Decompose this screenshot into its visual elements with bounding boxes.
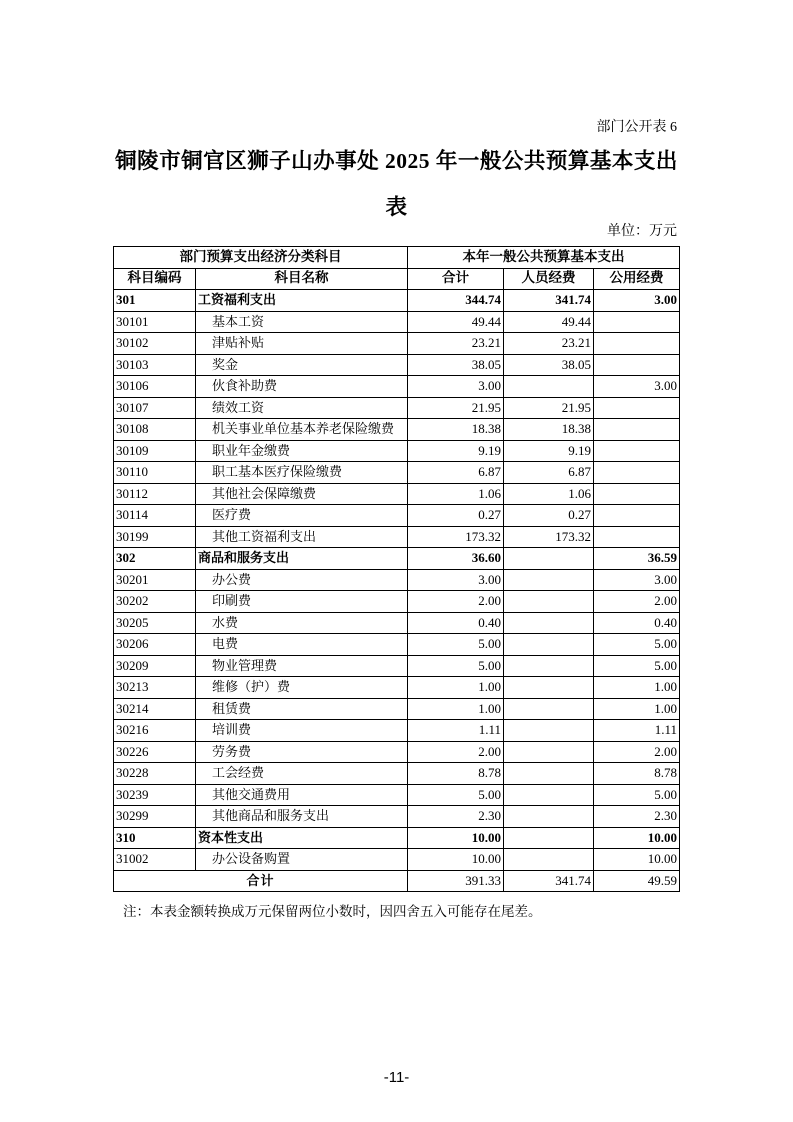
cell-personnel-funds: 38.05 <box>504 354 594 376</box>
table-row <box>114 655 680 677</box>
cell-subject-code: 30239 <box>114 784 196 806</box>
cell-subject-code: 30109 <box>114 440 196 462</box>
cell-total: 0.40 <box>408 612 504 634</box>
cell-personnel-funds: 173.32 <box>504 526 594 548</box>
page-title-line1: 铜陵市铜官区狮子山办事处 2025 年一般公共预算基本支出 <box>115 149 678 173</box>
cell-subject-code: 30102 <box>114 333 196 355</box>
cell-total: 36.60 <box>408 548 504 570</box>
cell-subject-code: 30226 <box>114 741 196 763</box>
table-row <box>114 612 680 634</box>
cell-personnel-funds <box>504 720 594 742</box>
cell-subject-code: 30213 <box>114 677 196 699</box>
cell-public-funds: 3.00 <box>594 376 680 398</box>
table-row <box>114 505 680 527</box>
cell-personnel-funds <box>504 698 594 720</box>
cell-public-funds <box>594 397 680 419</box>
cell-total: 2.00 <box>408 741 504 763</box>
cell-public-funds: 3.00 <box>594 569 680 591</box>
table-row <box>114 784 680 806</box>
cell-personnel-funds <box>504 827 594 849</box>
cell-subject-code: 30108 <box>114 419 196 441</box>
header-columns-row <box>114 268 680 290</box>
cell-subject-name: 电费 <box>196 634 408 656</box>
cell-subject-code: 30199 <box>114 526 196 548</box>
cell-subject-code: 30112 <box>114 483 196 505</box>
cell-subject-code: 30214 <box>114 698 196 720</box>
cell-subject-code: 30299 <box>114 806 196 828</box>
table-row <box>114 763 680 785</box>
cell-subject-code: 30216 <box>114 720 196 742</box>
cell-total: 3.00 <box>408 376 504 398</box>
cell-subject-name: 其他商品和服务支出 <box>196 806 408 828</box>
corner-table-label: 部门公开表 6 <box>596 120 677 135</box>
cell-total: 5.00 <box>408 655 504 677</box>
cell-public-funds <box>594 419 680 441</box>
cell-subject-code: 30110 <box>114 462 196 484</box>
cell-total: 1.11 <box>408 720 504 742</box>
cell-subject-code: 310 <box>114 827 196 849</box>
cell-public-funds: 8.78 <box>594 763 680 785</box>
header-group-row <box>114 247 680 269</box>
cell-personnel-funds <box>504 569 594 591</box>
cell-subject-name: 资本性支出 <box>196 827 408 849</box>
table-note: 注：本表金额转换成万元保留两位小数时，因四舍五入可能存在尾差。 <box>123 904 542 919</box>
cell-subject-code: 30205 <box>114 612 196 634</box>
total-row-label: 合计 <box>114 870 408 892</box>
table-total-row <box>114 870 680 892</box>
table-row <box>114 290 680 312</box>
table-row <box>114 397 680 419</box>
cell-public-funds: 5.00 <box>594 634 680 656</box>
cell-subject-name: 商品和服务支出 <box>196 548 408 570</box>
cell-total: 344.74 <box>408 290 504 312</box>
cell-subject-name: 办公费 <box>196 569 408 591</box>
cell-total: 38.05 <box>408 354 504 376</box>
cell-subject-name: 医疗费 <box>196 505 408 527</box>
cell-public-funds: 0.40 <box>594 612 680 634</box>
cell-subject-name: 办公设备购置 <box>196 849 408 871</box>
cell-total: 2.30 <box>408 806 504 828</box>
header-personnel-funds: 人员经费 <box>504 268 594 290</box>
cell-public-funds: 5.00 <box>594 655 680 677</box>
cell-total: 10.00 <box>408 827 504 849</box>
cell-public-funds: 10.00 <box>594 827 680 849</box>
header-group-budget: 本年一般公共预算基本支出 <box>408 247 680 269</box>
cell-subject-code: 30202 <box>114 591 196 613</box>
cell-subject-code: 30107 <box>114 397 196 419</box>
budget-table-header <box>114 247 680 290</box>
cell-subject-name: 其他工资福利支出 <box>196 526 408 548</box>
cell-personnel-funds: 18.38 <box>504 419 594 441</box>
table-row <box>114 591 680 613</box>
cell-subject-code: 301 <box>114 290 196 312</box>
page-title-line2: 表 <box>385 195 408 219</box>
cell-subject-code: 30228 <box>114 763 196 785</box>
cell-personnel-funds <box>504 763 594 785</box>
cell-total: 1.00 <box>408 677 504 699</box>
cell-public-funds: 2.30 <box>594 806 680 828</box>
table-row <box>114 440 680 462</box>
cell-subject-name: 印刷费 <box>196 591 408 613</box>
table-row <box>114 677 680 699</box>
table-row <box>114 376 680 398</box>
cell-total: 9.19 <box>408 440 504 462</box>
table-row <box>114 634 680 656</box>
cell-subject-name: 津贴补贴 <box>196 333 408 355</box>
table-row <box>114 526 680 548</box>
cell-subject-code: 30101 <box>114 311 196 333</box>
cell-public-funds: 2.00 <box>594 591 680 613</box>
cell-total: 0.27 <box>408 505 504 527</box>
cell-subject-name: 劳务费 <box>196 741 408 763</box>
cell-public-funds <box>594 526 680 548</box>
cell-personnel-funds <box>504 548 594 570</box>
cell-personnel-funds <box>504 849 594 871</box>
cell-subject-name: 机关事业单位基本养老保险缴费 <box>196 419 408 441</box>
cell-total: 23.21 <box>408 333 504 355</box>
cell-public-funds: 2.00 <box>594 741 680 763</box>
table-row <box>114 849 680 871</box>
cell-subject-name: 绩效工资 <box>196 397 408 419</box>
cell-public-funds: 5.00 <box>594 784 680 806</box>
cell-public-funds <box>594 354 680 376</box>
cell-personnel-funds: 23.21 <box>504 333 594 355</box>
cell-personnel-funds: 1.06 <box>504 483 594 505</box>
cell-subject-name: 水费 <box>196 612 408 634</box>
cell-total: 173.32 <box>408 526 504 548</box>
header-total: 合计 <box>408 268 504 290</box>
cell-subject-code: 302 <box>114 548 196 570</box>
cell-public-funds <box>594 505 680 527</box>
cell-personnel-funds <box>504 376 594 398</box>
cell-public-funds <box>594 483 680 505</box>
cell-subject-name: 物业管理费 <box>196 655 408 677</box>
cell-total: 1.06 <box>408 483 504 505</box>
cell-total: 5.00 <box>408 634 504 656</box>
cell-total: 8.78 <box>408 763 504 785</box>
cell-subject-name: 基本工资 <box>196 311 408 333</box>
cell-subject-code: 30103 <box>114 354 196 376</box>
cell-personnel-funds: 9.19 <box>504 440 594 462</box>
table-row <box>114 462 680 484</box>
cell-total: 6.87 <box>408 462 504 484</box>
table-row <box>114 483 680 505</box>
cell-public-funds <box>594 440 680 462</box>
cell-personnel-funds <box>504 741 594 763</box>
table-row <box>114 827 680 849</box>
cell-subject-name: 工资福利支出 <box>196 290 408 312</box>
budget-table-body <box>114 290 680 892</box>
cell-subject-code: 30209 <box>114 655 196 677</box>
cell-public-funds: 1.00 <box>594 677 680 699</box>
table-row <box>114 548 680 570</box>
table-row <box>114 419 680 441</box>
cell-personnel-funds <box>504 784 594 806</box>
cell-public-funds <box>594 311 680 333</box>
cell-public-funds: 36.59 <box>594 548 680 570</box>
table-row <box>114 720 680 742</box>
cell-subject-code: 30206 <box>114 634 196 656</box>
cell-total: 10.00 <box>408 849 504 871</box>
header-public-funds: 公用经费 <box>594 268 680 290</box>
cell-personnel-funds: 341.74 <box>504 290 594 312</box>
cell-total: 49.44 <box>408 311 504 333</box>
cell-personnel-funds <box>504 591 594 613</box>
table-row <box>114 698 680 720</box>
cell-personnel-funds <box>504 634 594 656</box>
header-group-classification: 部门预算支出经济分类科目 <box>114 247 408 269</box>
cell-total: 2.00 <box>408 591 504 613</box>
cell-personnel-funds: 49.44 <box>504 311 594 333</box>
total-row-total: 391.33 <box>408 870 504 892</box>
cell-total: 1.00 <box>408 698 504 720</box>
cell-public-funds: 1.00 <box>594 698 680 720</box>
total-row-public-funds: 49.59 <box>594 870 680 892</box>
cell-subject-code: 30114 <box>114 505 196 527</box>
table-row <box>114 569 680 591</box>
cell-personnel-funds <box>504 806 594 828</box>
cell-total: 5.00 <box>408 784 504 806</box>
budget-table <box>113 246 680 892</box>
unit-label: 单位：万元 <box>607 224 677 239</box>
table-row <box>114 311 680 333</box>
cell-personnel-funds: 21.95 <box>504 397 594 419</box>
header-subject-code: 科目编码 <box>114 268 196 290</box>
cell-subject-code: 30106 <box>114 376 196 398</box>
cell-subject-name: 伙食补助费 <box>196 376 408 398</box>
cell-public-funds <box>594 333 680 355</box>
cell-personnel-funds <box>504 612 594 634</box>
cell-subject-name: 其他交通费用 <box>196 784 408 806</box>
cell-personnel-funds: 0.27 <box>504 505 594 527</box>
cell-public-funds: 1.11 <box>594 720 680 742</box>
cell-personnel-funds <box>504 655 594 677</box>
table-row <box>114 354 680 376</box>
cell-subject-code: 31002 <box>114 849 196 871</box>
cell-personnel-funds <box>504 677 594 699</box>
cell-subject-name: 奖金 <box>196 354 408 376</box>
cell-subject-code: 30201 <box>114 569 196 591</box>
table-row <box>114 806 680 828</box>
table-row <box>114 333 680 355</box>
cell-public-funds: 10.00 <box>594 849 680 871</box>
cell-personnel-funds: 6.87 <box>504 462 594 484</box>
cell-total: 21.95 <box>408 397 504 419</box>
cell-subject-name: 维修（护）费 <box>196 677 408 699</box>
total-row-personnel-funds: 341.74 <box>504 870 594 892</box>
cell-public-funds: 3.00 <box>594 290 680 312</box>
cell-total: 3.00 <box>408 569 504 591</box>
cell-total: 18.38 <box>408 419 504 441</box>
cell-subject-name: 培训费 <box>196 720 408 742</box>
cell-subject-name: 职业年金缴费 <box>196 440 408 462</box>
table-row <box>114 741 680 763</box>
cell-subject-name: 工会经费 <box>196 763 408 785</box>
cell-subject-name: 租赁费 <box>196 698 408 720</box>
cell-subject-name: 其他社会保障缴费 <box>196 483 408 505</box>
cell-public-funds <box>594 462 680 484</box>
cell-subject-name: 职工基本医疗保险缴费 <box>196 462 408 484</box>
header-subject-name: 科目名称 <box>196 268 408 290</box>
page-number: -11- <box>383 1069 410 1086</box>
